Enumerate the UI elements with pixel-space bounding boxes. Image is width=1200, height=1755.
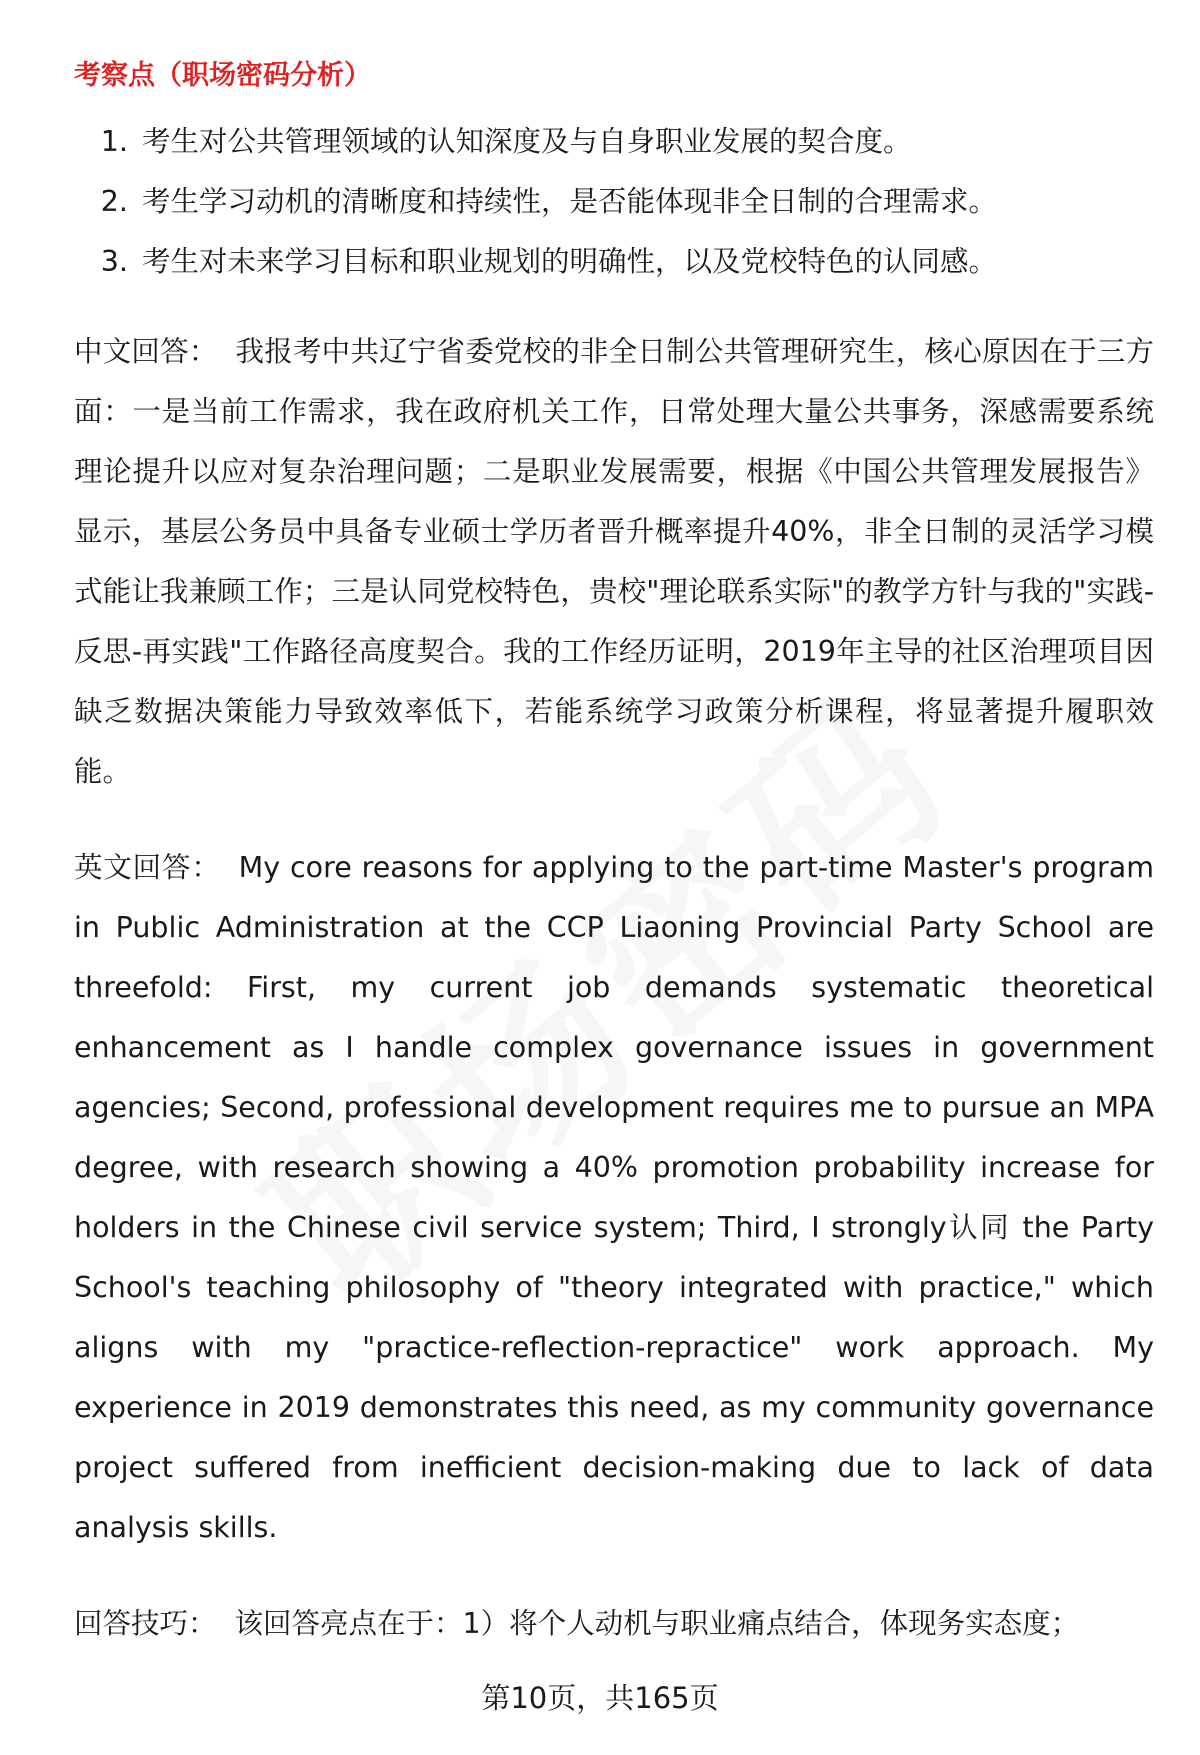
- list-item: [74, 172, 1154, 232]
- list-item-text: 考生对公共管理领域的认知深度及与自身职业发展的契合度。: [142, 125, 912, 158]
- list-item-number: 1.: [100, 125, 128, 158]
- list-item-number: 2.: [100, 185, 128, 218]
- list-item-number: 3.: [100, 245, 128, 278]
- document-page: [74, 56, 1154, 1690]
- list-item: [74, 232, 1154, 292]
- english-answer-label: 英文回答：: [74, 851, 221, 884]
- tips-paragraph: [74, 1594, 1154, 1654]
- list-item-text: 考生对未来学习目标和职业规划的明确性，以及党校特色的认同感。: [142, 245, 998, 278]
- english-answer-paragraph: [74, 838, 1154, 1558]
- list-item-text: 考生学习动机的清晰度和持续性，是否能体现非全日制的合理需求。: [142, 185, 998, 218]
- english-answer-text: My core reasons for applying to the part-time Master's program in Public Administration at the CCP Liaoning Provincial Party School are threefold: First, my current job demands systematic theoretical enhancement as I handle complex governance issues in government agencies; Second, professional development requires me to pursue an MPA degree, with research showing a 40% promotion probability increase for holders in the Chinese civil service system; Third, I strongly认同 the Party School's teaching philosophy of "theory integrated with practice," which aligns with my "practice-reflection-repractice" work approach. My experience in 2019 demonstrates this need, as my community governance project suffered from inefficient decision-making due to lack of data analysis skills.: [74, 851, 1154, 1544]
- list-item: [74, 112, 1154, 172]
- tips-text: 该回答亮点在于：1）将个人动机与职业痛点结合，体现务实态度；: [234, 1607, 1080, 1640]
- chinese-answer-label: 中文回答：: [74, 335, 218, 368]
- chinese-answer-paragraph: [74, 322, 1154, 802]
- page-number: 第10页，共165页: [481, 1681, 719, 1715]
- section-heading: 考察点（职场密码分析）: [74, 60, 371, 91]
- assessment-points-list: [74, 112, 1154, 292]
- chinese-answer-text: 我报考中共辽宁省委党校的非全日制公共管理研究生，核心原因在于三方面：一是当前工作需求，我在政府机关工作，日常处理大量公共事务，深感需要系统理论提升以应对复杂治理问题；二是职业发展需要，根据《中国公共管理发展报告》显示，基层公务员中具备专业硕士学历者晋升概率提升40%，非全日制的灵活学习模式能让我兼顾工作；三是认同党校特色，贵校"理论联系实际"的教学方针与我的"实践-反思-再实践"工作路径高度契合。我的工作经历证明，2019年主导的社区治理项目因缺乏数据决策能力导致效率低下，若能系统学习政策分析课程，将显著提升履职效能。: [74, 335, 1154, 788]
- tips-label: 回答技巧：: [74, 1607, 217, 1640]
